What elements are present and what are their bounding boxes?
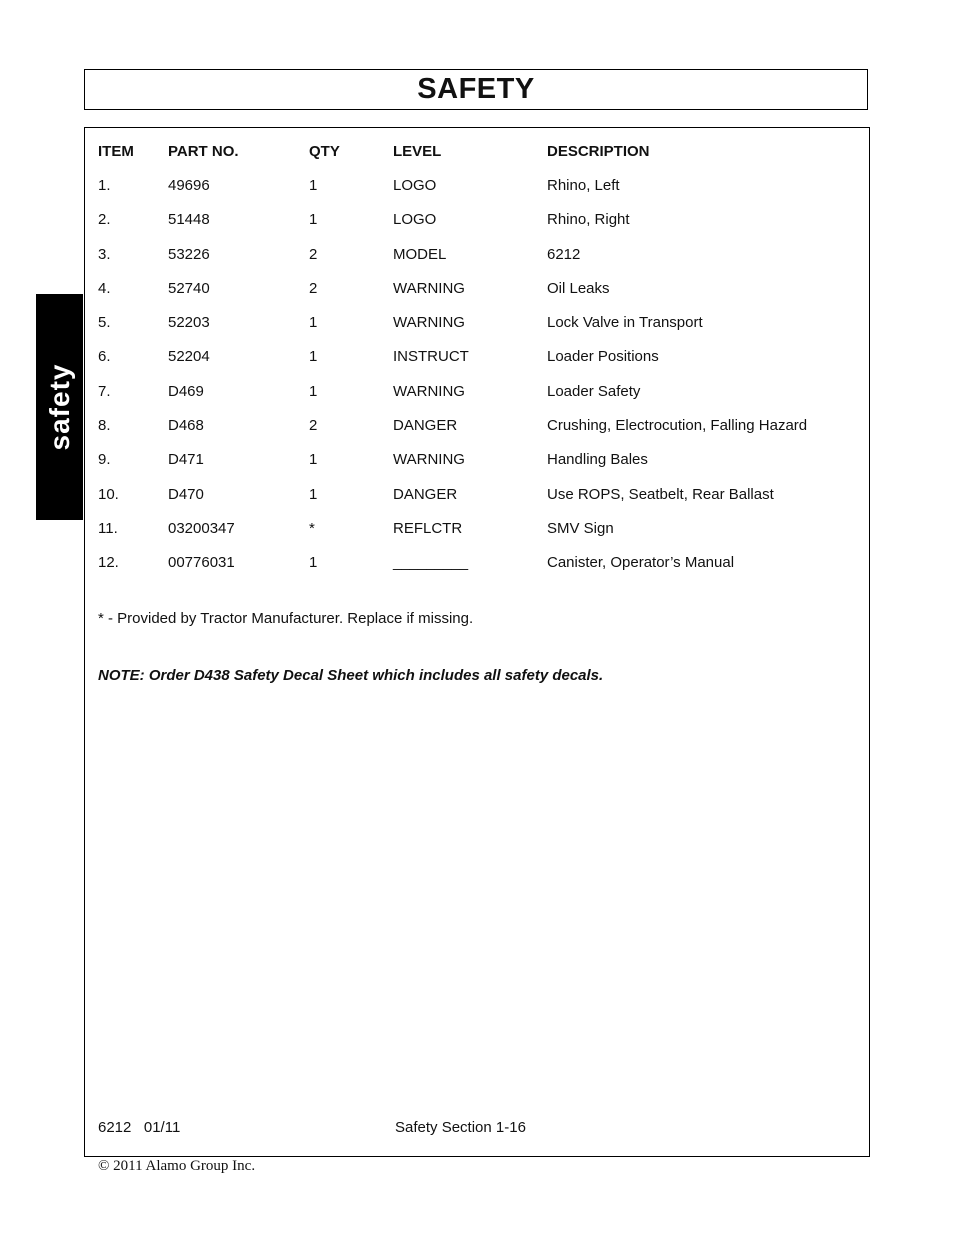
table-row: [98, 477, 838, 511]
item-number-cell: 9.: [98, 451, 111, 469]
item-number-cell: 10.: [98, 485, 119, 503]
table-row: [98, 340, 838, 374]
description-cell: Lock Valve in Transport: [547, 314, 703, 332]
description-cell: Handling Bales: [547, 451, 648, 469]
part-number-cell: D468: [168, 417, 204, 435]
level-cell: LOGO: [393, 211, 437, 229]
item-number-cell: 3.: [98, 245, 111, 263]
item-number-cell: 2.: [98, 211, 111, 229]
table-row: [98, 546, 838, 580]
column-header-qty: QTY: [309, 142, 340, 160]
description-cell: SMV Sign: [547, 519, 614, 537]
decal-sheet-note: NOTE: Order D438 Safety Decal Sheet which includes all safety decals.: [98, 667, 604, 684]
item-number-cell: 6.: [98, 348, 111, 366]
item-number-cell: 7.: [98, 382, 111, 400]
part-number-cell: 52740: [168, 279, 210, 297]
table-header-row: [98, 134, 838, 168]
level-cell: DANGER: [393, 417, 458, 435]
quantity-cell: 2: [309, 417, 318, 435]
footer-model-date: 6212 01/11: [98, 1119, 181, 1136]
level-cell: INSTRUCT: [393, 348, 469, 366]
item-number-cell: 5.: [98, 314, 111, 332]
table-row: [98, 168, 838, 202]
quantity-cell: 1: [309, 348, 318, 366]
description-cell: Oil Leaks: [547, 279, 610, 297]
description-cell: Rhino, Right: [547, 211, 630, 229]
quantity-cell: 1: [309, 314, 318, 332]
description-cell: Use ROPS, Seatbelt, Rear Ballast: [547, 485, 774, 503]
part-number-cell: 49696: [168, 176, 210, 194]
description-cell: Loader Safety: [547, 382, 641, 400]
footer-section-page: Safety Section 1-16: [395, 1119, 526, 1136]
quantity-cell: 1: [309, 382, 318, 400]
part-number-cell: 00776031: [168, 554, 235, 572]
quantity-cell: 1: [309, 554, 318, 572]
description-cell: 6212: [547, 245, 581, 263]
table-row: [98, 271, 838, 305]
quantity-cell: 2: [309, 279, 318, 297]
quantity-cell: 2: [309, 245, 318, 263]
level-cell: DANGER: [393, 485, 458, 503]
item-number-cell: 8.: [98, 417, 111, 435]
part-number-cell: D470: [168, 485, 204, 503]
quantity-cell: 1: [309, 485, 318, 503]
description-cell: Loader Positions: [547, 348, 659, 366]
quantity-cell: 1: [309, 176, 318, 194]
table-row: [98, 443, 838, 477]
copyright: © 2011 Alamo Group Inc.: [98, 1158, 256, 1174]
level-cell: WARNING: [393, 279, 465, 297]
table-row: [98, 374, 838, 408]
item-number-cell: 12.: [98, 554, 119, 572]
level-cell: REFLCTR: [393, 519, 463, 537]
table-row: [98, 511, 838, 545]
part-number-cell: 52203: [168, 314, 210, 332]
part-number-cell: D469: [168, 382, 204, 400]
quantity-cell: 1: [309, 211, 318, 229]
table-row: [98, 408, 838, 442]
part-number-cell: D471: [168, 451, 204, 469]
item-number-cell: 4.: [98, 279, 111, 297]
description-cell: Rhino, Left: [547, 176, 620, 194]
part-number-cell: 51448: [168, 211, 210, 229]
quantity-cell: *: [309, 519, 315, 537]
description-cell: Crushing, Electrocution, Falling Hazard: [547, 417, 808, 435]
section-side-tab: [36, 294, 83, 520]
item-number-cell: 1.: [98, 176, 111, 194]
level-cell: WARNING: [393, 382, 465, 400]
description-cell: Canister, Operator’s Manual: [547, 554, 735, 572]
item-number-cell: 11.: [98, 519, 118, 537]
header-box: [84, 69, 868, 110]
column-header-part-no: PART NO.: [168, 142, 239, 160]
column-header-level: LEVEL: [393, 142, 442, 160]
table-row: [98, 237, 838, 271]
part-number-cell: 52204: [168, 348, 210, 366]
level-cell: _________: [393, 554, 469, 572]
quantity-cell: 1: [309, 451, 318, 469]
level-cell: WARNING: [393, 451, 465, 469]
column-header-item: ITEM: [98, 142, 134, 160]
parts-table: [98, 134, 838, 580]
table-row: [98, 305, 838, 339]
level-cell: LOGO: [393, 176, 437, 194]
column-header-description: DESCRIPTION: [547, 142, 650, 160]
part-number-cell: 53226: [168, 245, 210, 263]
side-tab-label: safety: [43, 363, 75, 451]
part-number-cell: 03200347: [168, 519, 235, 537]
footnote: * - Provided by Tractor Manufacturer. Replace if missing.: [98, 610, 474, 627]
table-row: [98, 203, 838, 237]
page-title: SAFETY: [417, 73, 535, 105]
level-cell: MODEL: [393, 245, 447, 263]
level-cell: WARNING: [393, 314, 465, 332]
table-body: [98, 168, 838, 580]
